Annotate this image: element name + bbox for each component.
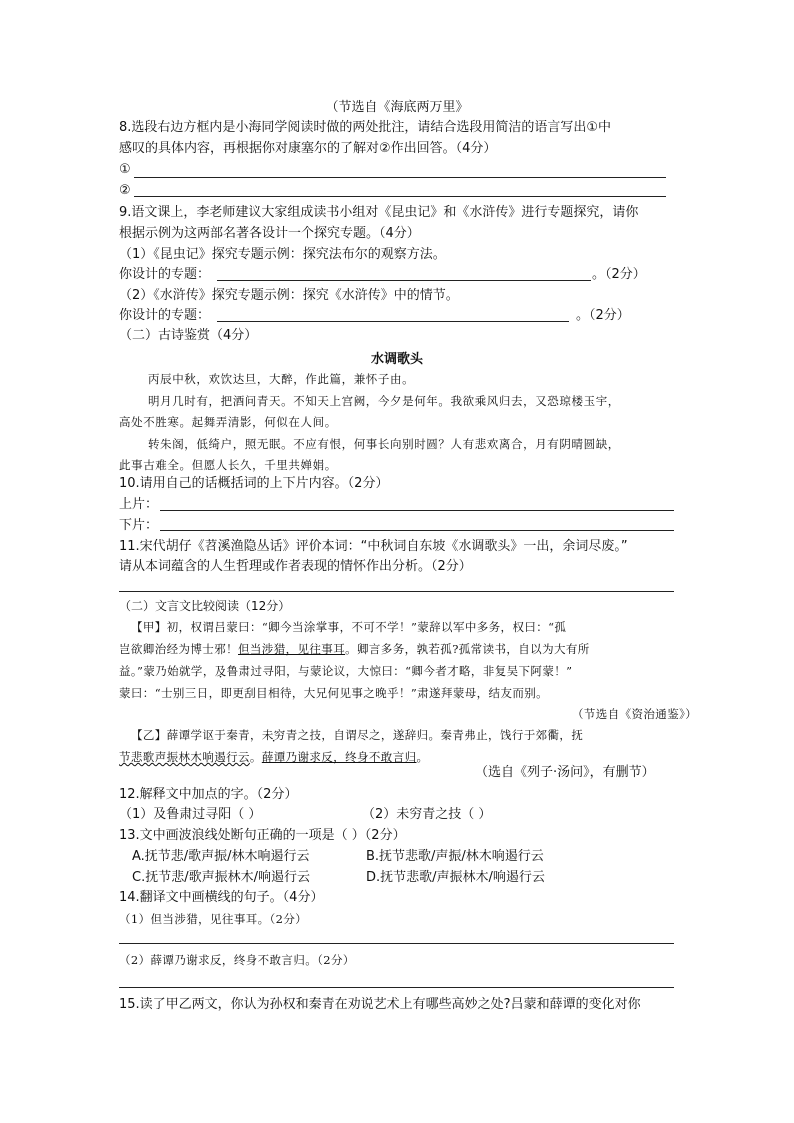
poem-line: 转朱阁，低绮户，照无眠。不应有恨，何事长向别时圆？人有悲欢离合，月有阴晴圆缺， xyxy=(148,437,620,451)
underlined-sentence: 但当涉猎，见往事耳 xyxy=(238,642,346,656)
yi-text: 。 xyxy=(416,750,429,764)
jia-line xyxy=(119,661,572,681)
yi-text: 青之技，自谓尽之，遂辞归。秦青弗止，饯行于郊衢，抚 xyxy=(285,728,584,742)
q13-option-b[interactable]: B.抚节悲歌/声振/林木响遏行云 xyxy=(366,849,544,864)
yi-line xyxy=(119,747,428,767)
q12-text: 12.解释文中加点的字。（2分） xyxy=(119,787,298,802)
answer-line[interactable] xyxy=(134,196,666,197)
jia-text: 鲁肃过寻阳，与蒙论议，大惊曰：“卿今者才略，非复吴下阿蒙！” xyxy=(226,664,573,678)
jia-text: 岂欲卿治经为博士邪！ xyxy=(119,642,238,656)
q14-text: 14.翻译文中画横线的句子。（4分） xyxy=(119,890,324,905)
answer-line[interactable] xyxy=(217,280,591,281)
q15-line1: 15.读了甲乙两文，你认为孙权和秦青在劝说艺术上有哪些高妙之处?吕蒙和薛谭的变化对你 xyxy=(119,997,641,1012)
section-heading-classical: （二）文言文比较阅读（12分） xyxy=(119,599,291,613)
q13-option-c[interactable]: C.抚节悲/歌声振林木/响遏行云 xyxy=(132,870,310,885)
answer-line[interactable] xyxy=(119,943,674,944)
q13-text: 13.文中画波浪线处断句正确的一项是（ ）（2分） xyxy=(119,828,406,843)
poem-title: 水调歌头 xyxy=(370,352,423,367)
dotted-word: 未穷 xyxy=(261,728,286,742)
yi-text: 。 xyxy=(249,750,262,764)
jia-source: （节选自《资治通鉴》） xyxy=(572,707,698,721)
q9-score-1: 。（2分） xyxy=(592,267,646,282)
q14-sentence-2: （2）薛谭乃谢求反，终身不敢言归。（2分） xyxy=(119,953,355,967)
poem-line: 此事古难全。但愿人长久，千里共婵娟。 xyxy=(119,458,337,472)
q9-line2: 根据示例为这两部名著各设计一个探究专题。（4分） xyxy=(119,226,420,241)
q10-lower-label: 下片： xyxy=(119,518,159,533)
q13-option-a[interactable]: A.抚节悲/歌声振/林木响遏行云 xyxy=(132,849,310,864)
source-note: （节选自《海底两万里》 xyxy=(325,100,469,115)
q10-upper-label: 上片： xyxy=(119,497,159,512)
answer-line[interactable] xyxy=(134,177,666,178)
yi-source: （选自《列子·汤问》，有删节） xyxy=(475,765,655,780)
answer-line[interactable] xyxy=(119,591,674,592)
q8-line2: 感叹的具体内容，再根据你对康塞尔的了解对②作出回答。（4分） xyxy=(119,141,497,156)
answer-line[interactable] xyxy=(217,321,569,322)
dotted-word: 及 xyxy=(214,664,227,678)
q9-item2: （2）《水浒传》探究专题示例：探究《水浒传》中的情节。 xyxy=(119,288,459,303)
poem-preface: 丙辰中秋，欢饮达旦，大醉，作此篇，兼怀子由。 xyxy=(148,372,415,386)
q8-line1: 8.选段右边方框内是小海同学阅读时做的两处批注，请结合选段用简洁的语言写出①中 xyxy=(119,120,612,135)
jia-text: 。卿言多务，孰若孤?孤常读书，自以为大有所 xyxy=(345,642,590,656)
q9-line1: 9.语文课上，李老师建议大家组成读书小组对《昆虫记》和《水浒传》进行专题探究，请你 xyxy=(119,205,639,220)
jia-line: 蒙曰：“士别三日，即更刮目相待，大兄何见事之晚乎！”肃遂拜蒙母，结友而别。 xyxy=(119,686,549,700)
q12-item-b: （2）未穷青之技（ ） xyxy=(362,807,492,822)
q9-item1: （1）《昆虫记》探究专题示例：探究法布尔的观察方法。 xyxy=(119,247,446,262)
q13-option-d[interactable]: D.抚节悲歌/声振林木/响遏行云 xyxy=(366,870,545,885)
q8-blank1-label: ① xyxy=(119,162,131,177)
q10-text: 10.请用自己的话概括词的上下片内容。（2分） xyxy=(119,476,389,491)
answer-line[interactable] xyxy=(119,987,674,988)
yi-text: 【乙】薛谭学讴于秦青， xyxy=(131,728,262,742)
jia-line: 【甲】初，权谓吕蒙曰：“卿今当涂掌事，不可不学！”蒙辞以军中多务，权曰：“孤 xyxy=(131,620,567,634)
answer-line[interactable] xyxy=(160,510,674,511)
section-heading-poem: （二）古诗鉴赏（4分） xyxy=(119,328,258,343)
q9-score-2: 。（2分） xyxy=(576,308,630,323)
answer-line[interactable] xyxy=(160,530,674,531)
q8-blank2-label: ② xyxy=(119,183,131,198)
jia-text: 益。”蒙乃始就学， xyxy=(119,664,215,678)
underlined-sentence: 薛谭乃谢求反，终身不敢言归 xyxy=(261,750,417,764)
yi-line xyxy=(131,725,583,745)
q9-design-label-2: 你设计的专题： xyxy=(119,308,211,323)
q11-line1: 11.宋代胡仔《苕溪渔隐丛话》评价本词：“中秋词自东坡《水调歌头》一出，余词尽废。” xyxy=(119,539,628,554)
wavy-underlined-text: 节悲歌声振林木响遏行云 xyxy=(119,750,250,764)
poem-line: 明月几时有，把酒问青天。不知天上宫阙，今夕是何年。我欲乘风归去，又恐琼楼玉宇， xyxy=(148,394,620,408)
q9-design-label-1: 你设计的专题： xyxy=(119,267,211,282)
q12-item-a: （1）及鲁肃过寻阳（ ） xyxy=(119,807,262,822)
q11-line2: 请从本词蕴含的人生哲理或作者表现的情怀作出分析。（2分） xyxy=(119,559,472,574)
jia-line xyxy=(119,639,590,659)
q14-sentence-1: （1）但当涉猎，见往事耳。（2分） xyxy=(119,912,308,926)
poem-line: 高处不胜寒。起舞弄清影，何似在人间。 xyxy=(119,415,337,429)
